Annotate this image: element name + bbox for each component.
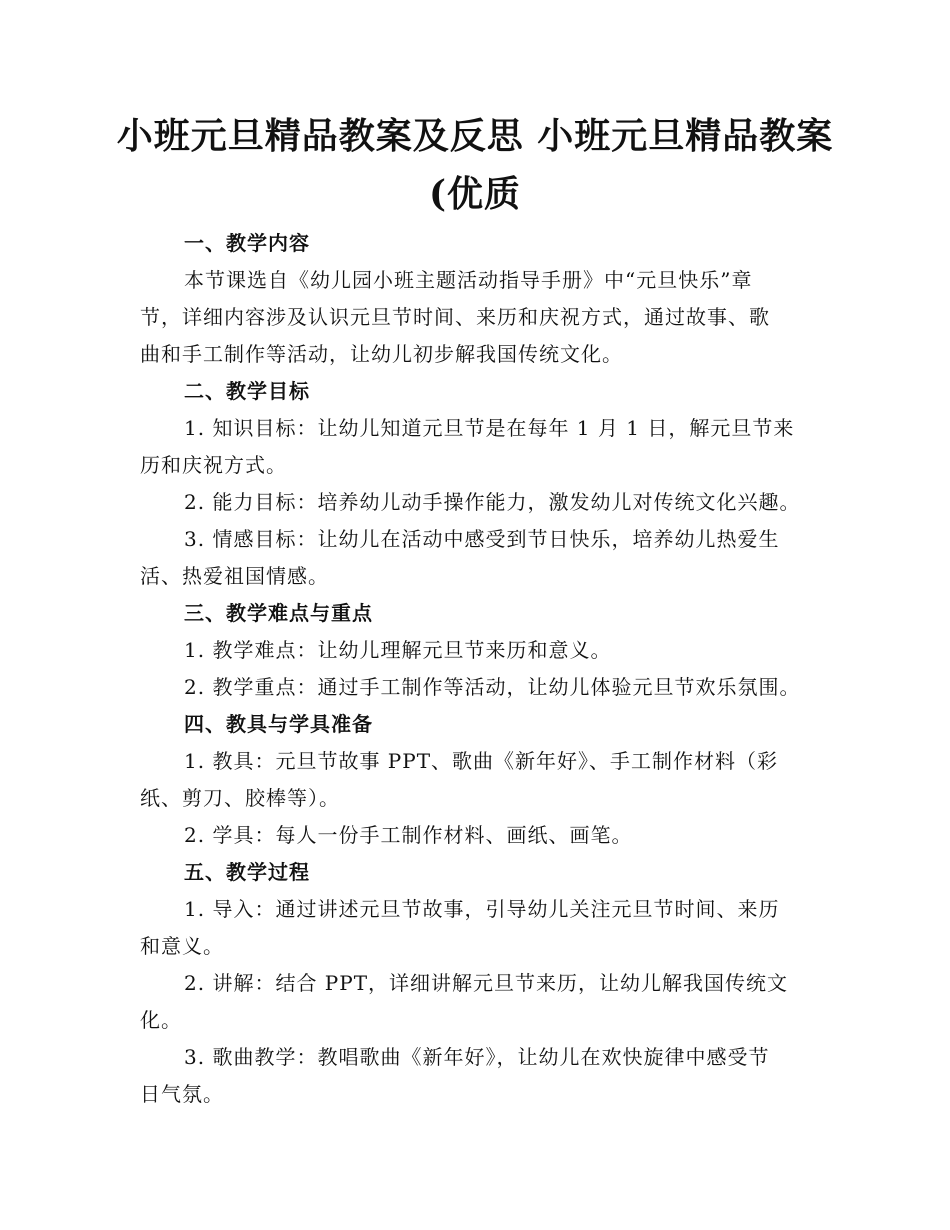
paragraph-line: 历和庆祝方式。 [140, 453, 287, 477]
paragraph-line: 活、热爱祖国情感。 [140, 564, 329, 588]
paragraph-line: 化。 [140, 1008, 182, 1032]
paragraph-line: 1. 知识目标：让幼儿知道元旦节是在每年 1 月 1 日，解元旦节来 [184, 416, 795, 440]
paragraph-line: 日气氛。 [140, 1082, 224, 1106]
document-title-line-1: 小班元旦精品教案及反思 小班元旦精品教案 [116, 115, 834, 157]
paragraph-line: 1. 导入：通过讲述元旦节故事，引导幼儿关注元旦节时间、来历 [184, 897, 780, 921]
paragraph-line: 3. 歌曲教学：教唱歌曲《新年好》，让幼儿在欢快旋律中感受节 [184, 1045, 770, 1069]
section-heading-goals: 二、教学目标 [184, 379, 310, 403]
section-heading-process: 五、教学过程 [184, 860, 310, 884]
paragraph-line: 2. 学具：每人一份手工制作材料、画纸、画笔。 [184, 823, 633, 847]
paragraph-line: 1. 教学难点：让幼儿理解元旦节来历和意义。 [184, 638, 612, 662]
section-heading-content: 一、教学内容 [184, 231, 310, 255]
paragraph-line: 3. 情感目标：让幼儿在活动中感受到节日快乐，培养幼儿热爱生 [184, 527, 780, 551]
paragraph-line: 曲和手工制作等活动，让幼儿初步解我国传统文化。 [140, 342, 623, 366]
paragraph-line: 本节课选自《幼儿园小班主题活动指导手册》中“元旦快乐”章 [184, 268, 753, 292]
paragraph-line: 2. 教学重点：通过手工制作等活动，让幼儿体验元旦节欢乐氛围。 [184, 675, 801, 699]
section-heading-materials: 四、教具与学具准备 [184, 712, 373, 736]
paragraph-line: 和意义。 [140, 934, 224, 958]
paragraph-line: 2. 讲解：结合 PPT，详细讲解元旦节来历，让幼儿解我国传统文 [184, 971, 789, 995]
document-title-line-2: (优质 [428, 173, 522, 215]
paragraph-line: 节，详细内容涉及认识元旦节时间、来历和庆祝方式，通过故事、歌 [140, 305, 770, 329]
section-heading-difficulties: 三、教学难点与重点 [184, 601, 373, 625]
paragraph-line: 2. 能力目标：培养幼儿动手操作能力，激发幼儿对传统文化兴趣。 [184, 490, 801, 514]
paragraph-line: 1. 教具：元旦节故事 PPT、歌曲《新年好》、手工制作材料（彩 [184, 749, 779, 773]
paragraph-line: 纸、剪刀、胶棒等）。 [140, 786, 340, 810]
